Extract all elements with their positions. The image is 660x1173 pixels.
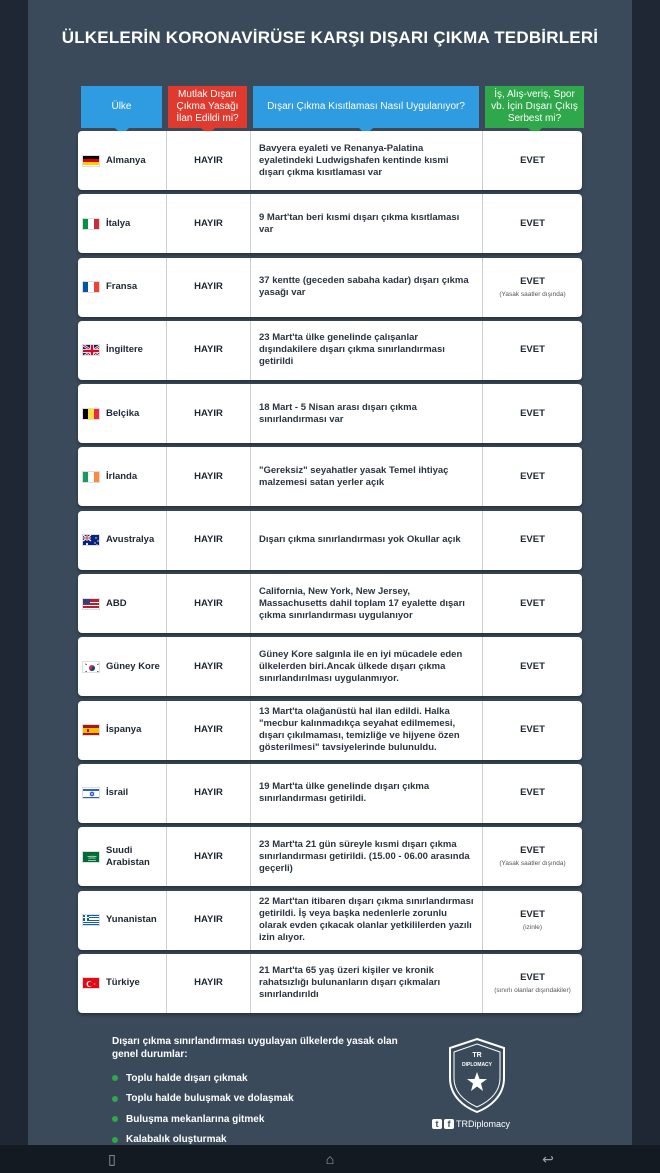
country-name: Avustralya [106,534,155,546]
restriction-description: 21 Mart'ta 65 yaş üzeri kişiler ve kronik rahatsızlığı bulunanların dışarı çıkmaları sınırlandırıldı [250,954,482,1013]
twitter-icon: t [432,1119,442,1129]
free-value: EVET [520,660,545,672]
country-cell [78,574,166,633]
free-value: EVET [520,344,545,356]
restriction-description: California, New York, New Jersey, Massachusetts dahil toplam 17 eyalette dışarı çıkma sınırlandırması uygulanıyor [250,574,482,633]
list-item-text: Buluşma mekanlarına gitmek [126,1113,265,1125]
country-name: Yunanistan [106,914,157,926]
south-korea-flag-icon [82,661,100,673]
free-value: EVET [520,724,545,736]
general-bans-title: Dışarı çıkma sınırlandırması uygulayan ülkelerde yasak olan genel durumlar: [112,1036,398,1060]
country-name: İngiltere [106,344,143,356]
absolute-ban-cell: HAYIR [166,321,250,380]
table-row [78,511,582,570]
free-to-go-out-cell [482,827,582,886]
tr-diplomacy-logo [444,1036,510,1114]
absolute-ban-cell: HAYIR [166,954,250,1013]
table-row [78,637,582,696]
list-item-text: Toplu halde dışarı çıkmak [126,1072,248,1084]
germany-flag-icon [82,155,100,167]
absolute-ban-cell: HAYIR [166,447,250,506]
country-table [78,131,582,1017]
list-item-text: Kalabalık oluşturmak [126,1134,227,1146]
free-to-go-out-cell [482,954,582,1013]
absolute-ban-cell: HAYIR [166,194,250,253]
absolute-ban-cell: HAYIR [166,891,250,950]
country-name: ABD [106,597,127,609]
free-value: EVET [520,407,545,419]
general-bans-list [112,1068,294,1150]
list-item [112,1068,294,1089]
italy-flag-icon [82,218,100,230]
free-to-go-out-cell [482,511,582,570]
country-cell [78,258,166,317]
table-row [78,891,582,950]
country-cell [78,447,166,506]
free-value: EVET [520,470,545,482]
country-cell [78,954,166,1013]
free-to-go-out-cell [482,637,582,696]
page-title: ÜLKELERİN KORONAVİRÜSE KARŞI DIŞARI ÇIKMA TEDBİRLERİ [61,28,599,47]
country-cell [78,511,166,570]
header-absolute-ban: Mutlak Dışarı Çıkma Yasağı İlan Edildi mi? [168,86,247,128]
back-icon[interactable]: ↩ [542,1151,554,1167]
free-to-go-out-cell [482,574,582,633]
restriction-description: 13 Mart'ta olağanüstü hal ilan edildi. Halka "mecbur kalınmadıkça seyahat edilmemesi, dışarı çıkılmaması, temizliğe ve hijyene özen gösterilmesi" tavsiyelerinde bulunuldu. [250,701,482,760]
restriction-description: 22 Mart'tan itibaren dışarı çıkma sınırlandırması getirildi. İş veya başka nedenlerle zorunlu olarak evden çıkacak olanlar yetkililerden yazılı izin alıyor. [250,891,482,950]
country-name: Almanya [106,154,146,166]
restriction-description: 23 Mart'ta ülke genelinde çalışanlar dışındakilere dışarı çıkma sınırlandırması getirildi [250,321,482,380]
table-row [78,827,582,886]
restriction-description: "Gereksiz" seyahatler yasak Temel ihtiyaç malzemesi satan yerler açık [250,447,482,506]
free-value: EVET [520,971,545,983]
list-item [112,1109,294,1130]
country-name: Fransa [106,281,138,293]
table-row [78,321,582,380]
absolute-ban-cell: HAYIR [166,258,250,317]
table-row [78,954,582,1013]
restriction-description: 23 Mart'ta 21 gün süreyle kısmi dışarı çıkma sınırlandırması getirildi. (15.00 - 06.00 arasında geçerli) [250,827,482,886]
country-cell [78,194,166,253]
restriction-description: Güney Kore salgınla ile en iyi mücadele eden ülkelerden biri.Ancak ülkede dışarı çıkma sınırlandırılması uygulanmıyor. [250,637,482,696]
country-name: İtalya [106,217,131,229]
free-value: EVET [520,275,545,287]
country-cell [78,827,166,886]
country-cell [78,701,166,760]
absolute-ban-cell: HAYIR [166,511,250,570]
restriction-description: Bavyera eyaleti ve Renanya-Palatina eyaletindeki Ludwigshafen kentinde kısmi dışarı çıkma kısıtlaması var [250,131,482,190]
header-free-to-go-out: İş, Alış-veriş, Spor vb. İçin Dışarı Çıkış Serbest mi? [485,86,584,128]
country-cell [78,321,166,380]
absolute-ban-cell: HAYIR [166,764,250,823]
free-to-go-out-cell [482,701,582,760]
free-to-go-out-cell [482,764,582,823]
free-to-go-out-cell [482,384,582,443]
logo-top-text: TR [472,1052,482,1059]
table-row [78,701,582,760]
table-row [78,574,582,633]
free-to-go-out-cell [482,194,582,253]
country-name: Suudi Arabistan [106,844,150,868]
ireland-flag-icon [82,471,100,483]
table-row [78,384,582,443]
table-row [78,764,582,823]
table-row [78,131,582,190]
infographic [28,0,632,1145]
absolute-ban-cell: HAYIR [166,827,250,886]
table-row [78,258,582,317]
country-cell [78,637,166,696]
free-note: (Yasak saatler dışında) [499,290,566,298]
country-name: İrlanda [106,470,138,482]
free-note: (sınırlı olanlar dışındakiler) [494,986,571,994]
header-country: Ülke [81,86,162,128]
recent-apps-icon[interactable]: ▯ [108,1151,116,1167]
free-to-go-out-cell [482,258,582,317]
restriction-description: 19 Mart'ta ülke genelinde dışarı çıkma sınırlandırması getirildi. [250,764,482,823]
free-value: EVET [520,908,545,920]
home-icon[interactable]: ⌂ [325,1151,335,1167]
absolute-ban-cell: HAYIR [166,574,250,633]
country-cell [78,764,166,823]
australia-flag-icon [82,534,100,546]
usa-flag-icon [82,598,100,610]
free-note: (Yasak saatler dışında) [499,860,566,868]
bullet-icon [112,1116,118,1122]
france-flag-icon [82,281,100,293]
free-to-go-out-cell [482,131,582,190]
country-cell [78,891,166,950]
country-name: Güney Kore [106,660,160,672]
country-name: Türkiye [106,977,140,989]
spain-flag-icon [82,724,100,736]
free-to-go-out-cell [482,447,582,506]
list-item [112,1089,294,1110]
restriction-description: Dışarı çıkma sınırlandırması yok Okullar açık [250,511,482,570]
saudi-arabia-flag-icon [82,851,100,863]
absolute-ban-cell: HAYIR [166,637,250,696]
restriction-description: 18 Mart - 5 Nisan arası dışarı çıkma sınırlandırması var [250,384,482,443]
absolute-ban-cell: HAYIR [166,131,250,190]
free-to-go-out-cell [482,891,582,950]
country-name: İsrail [106,787,129,799]
free-value: EVET [520,845,545,857]
logo-arc-text: DIPLOMACY [462,1062,492,1068]
free-value: EVET [520,597,545,609]
bullet-icon [112,1137,118,1143]
header-how-applied: Dışarı Çıkma Kısıtlaması Nasıl Uygulanıyor? [253,86,479,128]
free-value: EVET [520,787,545,799]
free-value: EVET [520,217,545,229]
belgium-flag-icon [82,408,100,420]
list-item-text: Toplu halde buluşmak ve dolaşmak [126,1093,294,1105]
social-handle-text: TRDiplomacy [456,1119,511,1129]
israel-flag-icon [82,787,100,799]
restriction-description: 9 Mart'tan beri kısmi dışarı çıkma kısıtlaması var [250,194,482,253]
uk-flag-icon [82,344,100,356]
absolute-ban-cell: HAYIR [166,384,250,443]
turkey-flag-icon [82,977,100,989]
absolute-ban-cell: HAYIR [166,701,250,760]
restriction-description: 37 kentte (geceden sabaha kadar) dışarı çıkma yasağı var [250,258,482,317]
country-name: Belçika [106,407,140,419]
free-value: EVET [520,154,545,166]
greece-flag-icon [82,914,100,926]
country-name: İspanya [106,724,142,736]
country-cell [78,384,166,443]
facebook-icon: f [444,1119,454,1129]
country-cell [78,131,166,190]
free-value: EVET [520,534,545,546]
table-row [78,447,582,506]
table-row [78,194,582,253]
social-handle [432,1119,510,1129]
bullet-icon [112,1096,118,1102]
free-note: (izinle) [522,923,543,931]
free-to-go-out-cell [482,321,582,380]
bullet-icon [112,1075,118,1081]
